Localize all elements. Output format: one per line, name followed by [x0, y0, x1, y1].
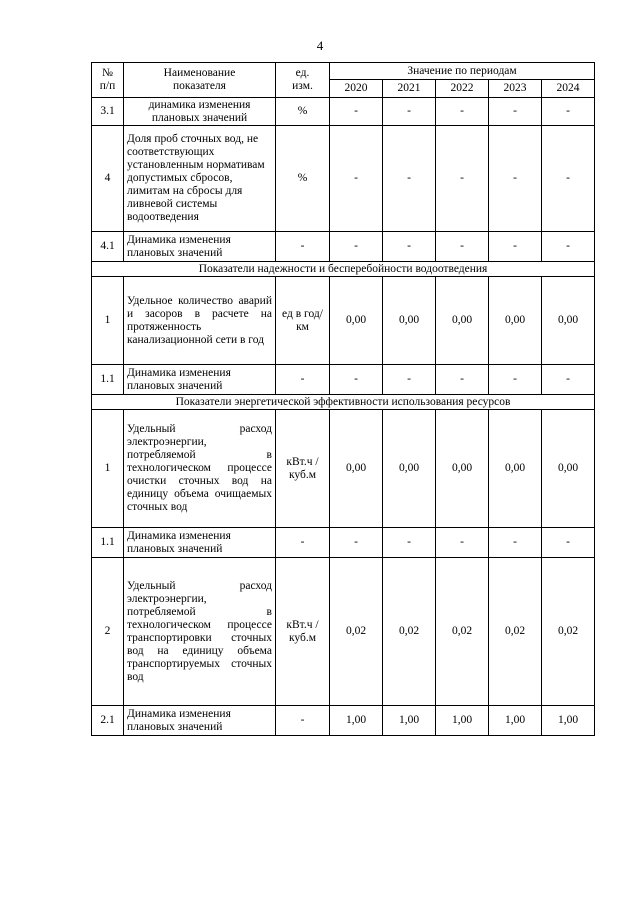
row-value: - — [330, 126, 383, 232]
section-row — [92, 262, 595, 277]
row-name: Удельный расход электроэнергии, потребляемой в технологическом процессе очистки сточных вод на единицу объема очищаемых сточных вод — [124, 410, 276, 528]
row-value: 0,02 — [383, 558, 436, 706]
row-value: - — [330, 232, 383, 262]
row-value: - — [383, 232, 436, 262]
row-value: - — [489, 528, 542, 558]
row-value: 0,00 — [542, 410, 595, 528]
row-num: 1 — [92, 277, 124, 365]
table-row — [92, 410, 595, 528]
row-value: - — [436, 98, 489, 126]
row-unit: - — [276, 232, 330, 262]
row-value: - — [542, 365, 595, 395]
table-row — [92, 126, 595, 232]
row-num: 2 — [92, 558, 124, 706]
row-name: Динамика изменения плановых значений — [124, 365, 276, 395]
row-unit: - — [276, 528, 330, 558]
row-num: 4.1 — [92, 232, 124, 262]
row-value: 0,02 — [542, 558, 595, 706]
row-unit: % — [276, 98, 330, 126]
table-row — [92, 528, 595, 558]
row-num: 1.1 — [92, 528, 124, 558]
row-unit: % — [276, 126, 330, 232]
row-value: - — [330, 365, 383, 395]
row-value: 0,00 — [542, 277, 595, 365]
section-row — [92, 395, 595, 410]
row-name: Удельный расход электроэнергии, потребляемой в технологическом процессе транспортировки сточных вод на единицу объема транспортируемых сточных вод — [124, 558, 276, 706]
row-value: 1,00 — [436, 706, 489, 736]
row-num: 2.1 — [92, 706, 124, 736]
row-value: - — [436, 232, 489, 262]
row-value: - — [542, 528, 595, 558]
header-num: № п/п — [92, 63, 124, 98]
row-name: Динамика изменения плановых значений — [124, 528, 276, 558]
header-year: 2022 — [436, 80, 489, 98]
table-row — [92, 706, 595, 736]
section-title: Показатели энергетической эффективности использования ресурсов — [92, 395, 595, 410]
row-value: - — [330, 98, 383, 126]
header-unit: ед. изм. — [276, 63, 330, 98]
row-value: 1,00 — [330, 706, 383, 736]
row-num: 1 — [92, 410, 124, 528]
row-unit: кВт.ч / куб.м — [276, 410, 330, 528]
row-value: 0,00 — [436, 410, 489, 528]
table-row — [92, 232, 595, 262]
row-value: - — [436, 365, 489, 395]
row-value: - — [489, 365, 542, 395]
row-value: 0,00 — [330, 410, 383, 528]
row-value: 0,02 — [436, 558, 489, 706]
page-number: 4 — [316, 38, 324, 53]
header-year: 2024 — [542, 80, 595, 98]
table-row — [92, 277, 595, 365]
row-value: - — [542, 126, 595, 232]
row-value: - — [489, 232, 542, 262]
row-unit: кВт.ч / куб.м — [276, 558, 330, 706]
row-value: - — [436, 126, 489, 232]
row-unit: - — [276, 706, 330, 736]
row-value: 0,00 — [489, 277, 542, 365]
row-num: 3.1 — [92, 98, 124, 126]
row-name: Динамика изменения плановых значений — [124, 232, 276, 262]
table-row — [92, 98, 595, 126]
row-name: динамика изменения плановых значений — [124, 98, 276, 126]
row-unit: - — [276, 365, 330, 395]
row-value: 0,02 — [330, 558, 383, 706]
row-num: 4 — [92, 126, 124, 232]
section-title: Показатели надежности и бесперебойности водоотведения — [92, 262, 595, 277]
row-unit: ед в год/ км — [276, 277, 330, 365]
row-name: Удельное количество аварий и засоров в расчете на протяженность канализационной сети в год — [124, 277, 276, 365]
header-year: 2021 — [383, 80, 436, 98]
row-value: - — [383, 98, 436, 126]
row-value: - — [489, 98, 542, 126]
header-year: 2023 — [489, 80, 542, 98]
row-value: - — [330, 528, 383, 558]
row-value: 1,00 — [383, 706, 436, 736]
row-value: 1,00 — [489, 706, 542, 736]
row-value: 0,02 — [489, 558, 542, 706]
table-row — [92, 558, 595, 706]
row-value: - — [436, 528, 489, 558]
row-value: - — [383, 365, 436, 395]
indicators-table — [91, 62, 595, 736]
row-value: - — [383, 126, 436, 232]
row-value: 0,00 — [489, 410, 542, 528]
table-row — [92, 365, 595, 395]
row-name: Динамика изменения плановых значений — [124, 706, 276, 736]
header-periods: Значение по периодам — [330, 63, 595, 80]
header-name: Наименование показателя — [124, 63, 276, 98]
header-year: 2020 — [330, 80, 383, 98]
row-value: 0,00 — [383, 277, 436, 365]
row-num: 1.1 — [92, 365, 124, 395]
row-value: 0,00 — [383, 410, 436, 528]
row-value: - — [542, 232, 595, 262]
row-value: - — [383, 528, 436, 558]
row-value: 1,00 — [542, 706, 595, 736]
row-value: - — [489, 126, 542, 232]
row-value: 0,00 — [330, 277, 383, 365]
row-name: Доля проб сточных вод, не соответствующих установленным нормативам допустимых сбросов, лимитам на сбросы для ливневой системы водоотведения — [124, 126, 276, 232]
row-value: - — [542, 98, 595, 126]
row-value: 0,00 — [436, 277, 489, 365]
